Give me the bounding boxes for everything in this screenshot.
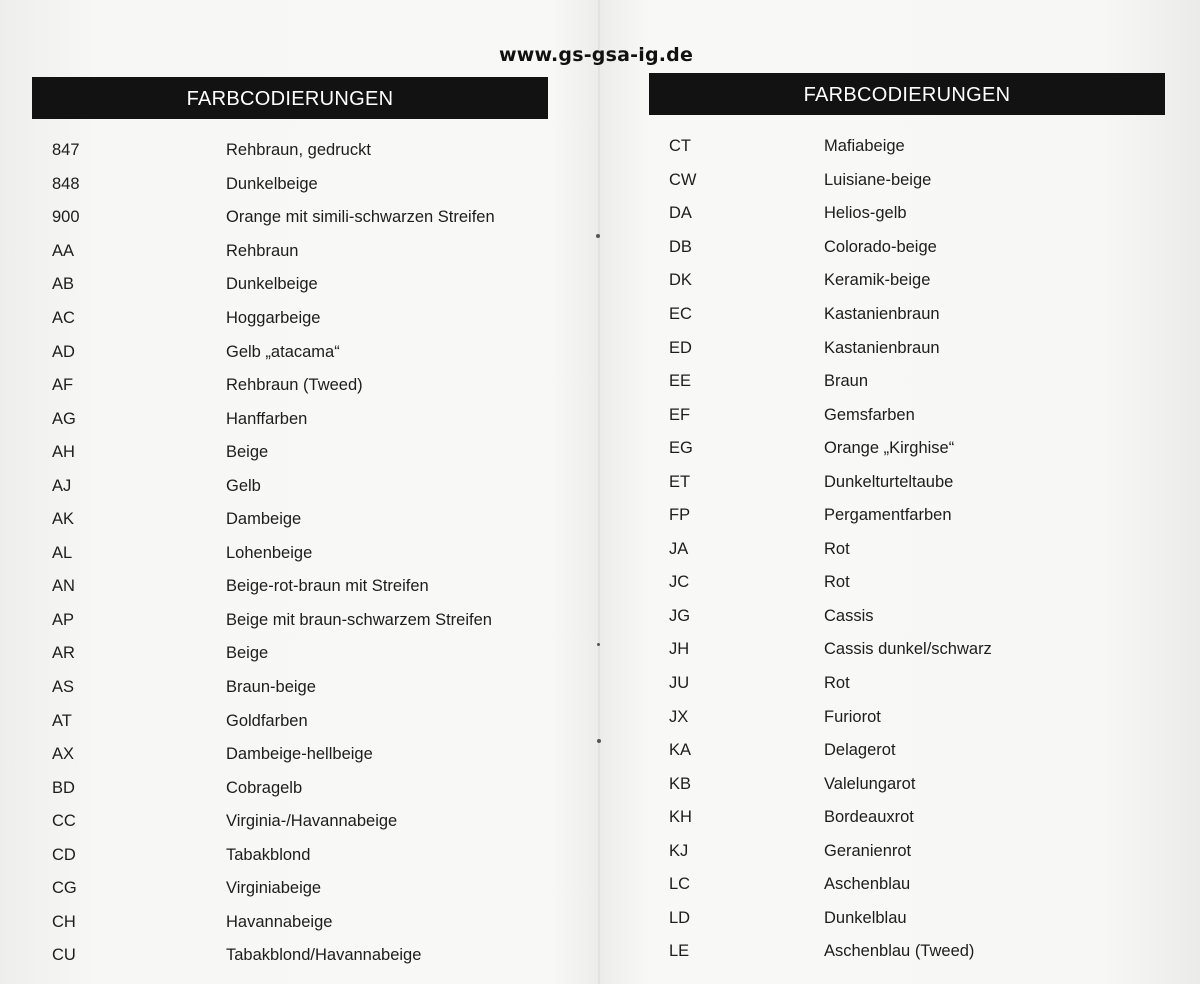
color-name: Rot	[824, 539, 850, 558]
color-code-row	[649, 801, 1165, 835]
color-name: Rehbraun (Tweed)	[226, 376, 363, 395]
color-code: BD	[52, 778, 75, 797]
color-name: Mafiabeige	[824, 137, 905, 156]
color-code-row	[32, 268, 548, 302]
color-code: CH	[52, 912, 76, 931]
color-name: Lohenbeige	[226, 543, 313, 562]
color-code-row	[649, 902, 1165, 936]
color-name: Geranienrot	[824, 841, 912, 860]
color-name: Delagerot	[824, 741, 896, 760]
color-code: AF	[52, 376, 74, 395]
color-name: Havannabeige	[226, 912, 333, 931]
color-code: EE	[669, 372, 692, 391]
color-code-row	[32, 738, 548, 772]
page-fold	[598, 0, 600, 984]
color-code: DB	[669, 237, 692, 256]
color-code: AD	[52, 342, 75, 361]
color-code-row	[649, 432, 1165, 466]
color-name: Dunkelblau	[824, 908, 907, 927]
color-code: 900	[52, 208, 80, 227]
color-code: ED	[669, 338, 692, 357]
color-code-row	[649, 734, 1165, 768]
staple-mark	[596, 234, 600, 238]
color-name: Cassis	[824, 606, 874, 625]
color-name: Helios-gelb	[824, 204, 907, 223]
color-code-row	[649, 533, 1165, 567]
color-code-row	[32, 335, 548, 369]
color-code-row	[649, 164, 1165, 198]
color-code: LE	[669, 942, 690, 961]
color-name: Aschenblau (Tweed)	[824, 942, 975, 961]
color-name: Kastanienbraun	[824, 305, 940, 323]
color-code-row	[32, 134, 548, 168]
color-name: Aschenblau	[824, 875, 911, 894]
color-code-row	[32, 939, 548, 973]
color-name: Beige	[226, 443, 269, 462]
color-name: Virginiabeige	[226, 879, 322, 898]
color-name: Rot	[824, 674, 850, 693]
color-code: AX	[52, 745, 75, 764]
color-code: EF	[669, 405, 691, 424]
color-code-row	[649, 767, 1165, 801]
color-name: Goldfarben	[226, 711, 308, 730]
color-code: EG	[669, 439, 693, 458]
color-name: Dunkelbeige	[226, 275, 318, 294]
color-code-row	[649, 264, 1165, 298]
color-name: Beige-rot-braun mit Streifen	[226, 577, 429, 596]
color-name: Cobragelb	[226, 778, 303, 797]
color-code: AN	[52, 577, 75, 596]
color-code-row	[649, 398, 1165, 432]
right-page	[649, 73, 1165, 969]
staple-mark	[597, 739, 601, 743]
color-name: Rehbraun	[226, 241, 299, 260]
color-code: AC	[52, 309, 75, 327]
color-code: KH	[669, 808, 692, 827]
color-name: Cassis dunkel/schwarz	[824, 640, 992, 659]
color-code: AT	[52, 711, 72, 730]
color-code-row	[32, 771, 548, 805]
color-code-row	[32, 604, 548, 638]
color-code-row	[649, 667, 1165, 701]
color-name: Bordeauxrot	[824, 808, 914, 827]
color-code-row	[32, 637, 548, 671]
color-code-row	[649, 566, 1165, 600]
color-name: Gemsfarben	[824, 405, 915, 424]
color-code-row	[649, 365, 1165, 399]
color-name: Keramik-beige	[824, 271, 931, 290]
color-code-row	[32, 402, 548, 436]
color-code: EC	[669, 305, 692, 323]
color-code: CU	[52, 946, 76, 965]
color-code-row	[32, 168, 548, 202]
color-code-row	[32, 369, 548, 403]
left-page-title: FARBCODIERUNGEN	[32, 77, 548, 119]
color-code: LD	[669, 908, 691, 927]
color-code-row	[32, 469, 548, 503]
color-name: Braun-beige	[226, 678, 316, 697]
color-code: DK	[669, 271, 692, 290]
color-code: LC	[669, 875, 691, 894]
color-name: Kastanienbraun	[824, 338, 940, 357]
color-name: Rehbraun, gedruckt	[226, 141, 371, 160]
color-code-row	[32, 570, 548, 604]
color-code: AL	[52, 543, 73, 562]
color-code: ET	[669, 472, 691, 491]
left-color-code-list	[32, 134, 548, 973]
color-code-row	[32, 704, 548, 738]
color-name: Colorado-beige	[824, 237, 937, 256]
color-code: CW	[669, 170, 697, 189]
color-code-row	[649, 130, 1165, 164]
color-code-row	[649, 600, 1165, 634]
color-code: 848	[52, 174, 80, 193]
right-color-code-list	[649, 130, 1165, 969]
color-code: JX	[669, 707, 689, 726]
color-code: AP	[52, 610, 75, 629]
color-name: Virginia-/Havannabeige	[226, 812, 398, 831]
color-code-row	[649, 633, 1165, 667]
color-code-row	[649, 298, 1165, 332]
color-code: 847	[52, 141, 80, 160]
color-name: Orange mit simili-schwarzen Streifen	[226, 208, 495, 227]
color-code: JC	[669, 573, 690, 592]
color-code: AG	[52, 409, 76, 428]
color-code: CD	[52, 845, 76, 864]
color-code: DA	[669, 204, 692, 223]
color-code-row	[649, 331, 1165, 365]
color-code-row	[32, 235, 548, 269]
site-url: www.gs-gsa-ig.de	[498, 44, 694, 66]
color-code-row	[32, 503, 548, 537]
color-name: Valelungarot	[824, 774, 916, 793]
color-code-row	[32, 872, 548, 906]
color-code-row	[32, 906, 548, 940]
color-name: Dunkelbeige	[226, 174, 318, 193]
color-code-row	[32, 805, 548, 839]
color-code-row	[32, 436, 548, 470]
right-page-title: FARBCODIERUNGEN	[649, 73, 1165, 115]
color-name: Dambeige	[226, 510, 302, 529]
color-code: JU	[669, 674, 690, 693]
color-name: Tabakblond	[226, 845, 311, 864]
color-code: AA	[52, 241, 75, 260]
color-name: Dambeige-hellbeige	[226, 745, 373, 764]
color-code-row	[32, 838, 548, 872]
color-code: JA	[669, 539, 689, 558]
color-code: AB	[52, 275, 75, 294]
color-name: Orange „Kirghise“	[824, 439, 955, 458]
color-code-row	[32, 671, 548, 705]
color-name: Hanffarben	[226, 409, 308, 428]
color-code: AS	[52, 678, 75, 697]
color-code: KA	[669, 741, 692, 760]
color-name: Tabakblond/Havannabeige	[226, 946, 422, 965]
color-code-row	[649, 465, 1165, 499]
left-page	[32, 77, 548, 973]
color-code-row	[649, 834, 1165, 868]
color-code-row	[649, 231, 1165, 265]
color-name: Luisiane-beige	[824, 170, 932, 189]
color-name: Hoggarbeige	[226, 309, 321, 327]
color-name: Furiorot	[824, 707, 881, 726]
color-code: AJ	[52, 476, 72, 495]
color-code: KJ	[669, 841, 689, 860]
staple-mark	[597, 643, 600, 646]
color-code: CT	[669, 137, 691, 156]
color-code: JH	[669, 640, 690, 659]
color-code-row	[649, 499, 1165, 533]
color-code: JG	[669, 606, 691, 625]
color-code-row	[32, 302, 548, 336]
color-code: AH	[52, 443, 75, 462]
color-name: Beige mit braun-schwarzem Streifen	[226, 610, 492, 629]
color-code-row	[32, 201, 548, 235]
color-code: AR	[52, 644, 75, 663]
color-name: Gelb „atacama“	[226, 342, 340, 361]
color-code-row	[649, 197, 1165, 231]
color-name: Gelb	[226, 476, 261, 495]
color-name: Dunkelturteltaube	[824, 472, 954, 491]
color-code-row	[649, 868, 1165, 902]
color-code: KB	[669, 774, 692, 793]
color-code-row	[649, 700, 1165, 734]
color-code: AK	[52, 510, 75, 529]
color-code-row	[32, 537, 548, 571]
color-code: FP	[669, 506, 691, 525]
color-name: Pergamentfarben	[824, 506, 952, 525]
color-name: Braun	[824, 372, 869, 391]
color-name: Rot	[824, 573, 850, 592]
color-code: CG	[52, 879, 77, 898]
color-name: Beige	[226, 644, 269, 663]
color-code: CC	[52, 812, 76, 831]
color-code-row	[649, 935, 1165, 969]
